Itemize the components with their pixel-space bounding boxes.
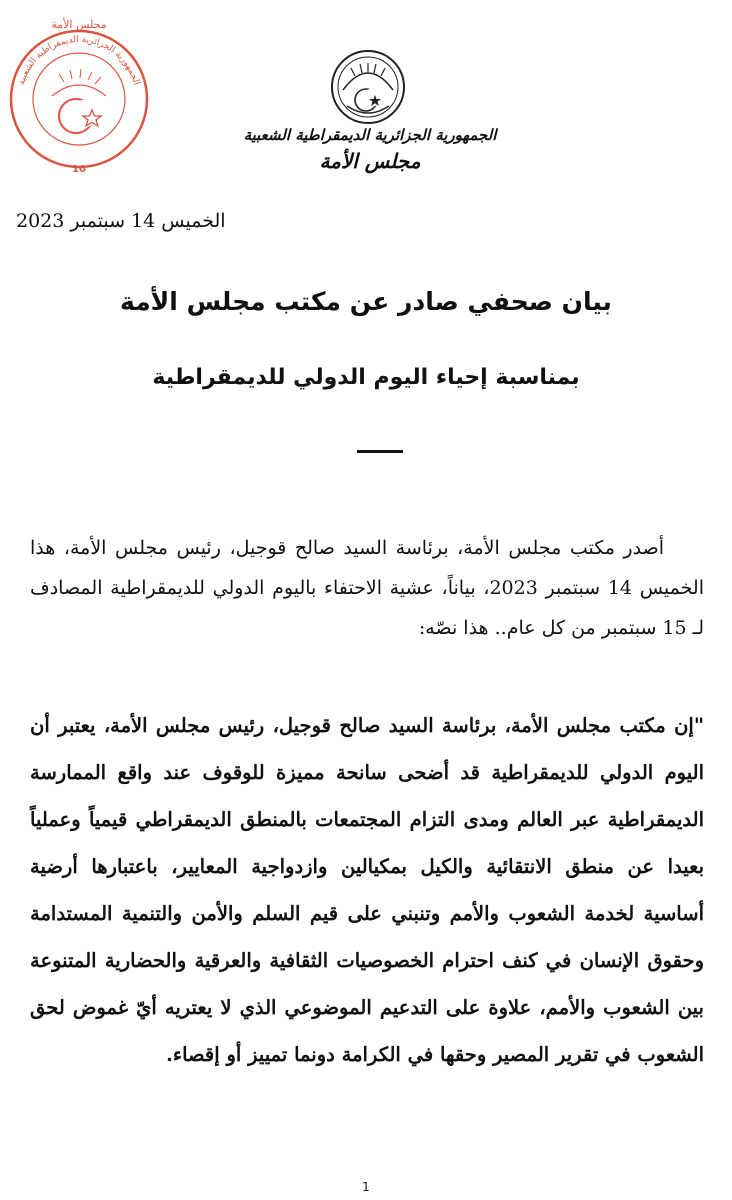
- document-title: بيان صحفي صادر عن مكتب مجلس الأمة: [120, 287, 612, 316]
- document-date: الخميس 14 سبتمبر 2023: [16, 210, 226, 232]
- emblem-icon: [329, 48, 407, 126]
- svg-text:الجمهورية الجزائرية الديمقراطي: [17, 35, 141, 86]
- title-divider: [357, 450, 403, 453]
- stamp-number: 10: [72, 164, 86, 175]
- page-number: 1: [362, 1180, 370, 1194]
- letterhead: [200, 124, 540, 176]
- statement-paragraph: "إن مكتب مجلس الأمة، برئاسة السيد صالح قوجيل، رئيس مجلس الأمة، يعتبر أن اليوم الدولي للديمقراطية قد أضحى سانحة مميزة للوقوف عند واقع الممارسة الديمقراطية عبر العالم ومدى التزام المجتمعات بالمنطق الديمقراطي قيمياً وعملياً بعيدا عن منطق الانتقائية والكيل بمكيالين وازدواجية المعايير، باعتبارها أرضية أساسية لخدمة الشعوب والأمم وتنبني على قيم السلم والأمن والتنمية المستدامة وحقوق الإنسان في كنف احترام الخصوصيات الثقافية والعرقية والحضارية المتنوعة بين الشعوب والأمم، علاوة على التدعيم الموضوعي الذي لا يعتريه أيّ غموض لحق الشعوب في تقرير المصير وحقها في الكرامة دونما تمييز أو إقصاء.: [30, 714, 704, 1066]
- stamp-ring-text: الجمهورية الجزائرية الديمقراطية الشعبية: [16, 34, 142, 87]
- republic-name: الجمهورية الجزائرية الديمقراطية الشعبية: [243, 126, 497, 144]
- intro-paragraph: أصدر مكتب مجلس الأمة، برئاسة السيد صالح قوجيل، رئيس مجلس الأمة، هذا الخميس 14 سبتمبر 2023، بياناً، عشية الاحتفاء باليوم الدولي للديمقراطية المصادف لـ 15 سبتمبر من كل عام.. هذا نصّه:: [30, 537, 704, 639]
- official-stamp: [4, 4, 154, 184]
- stamp-top-text: مجلس الأمة: [51, 18, 107, 31]
- document-subtitle: بمناسبة إحياء اليوم الدولي للديمقراطية: [152, 365, 580, 390]
- council-name: مجلس الأمة: [319, 149, 421, 173]
